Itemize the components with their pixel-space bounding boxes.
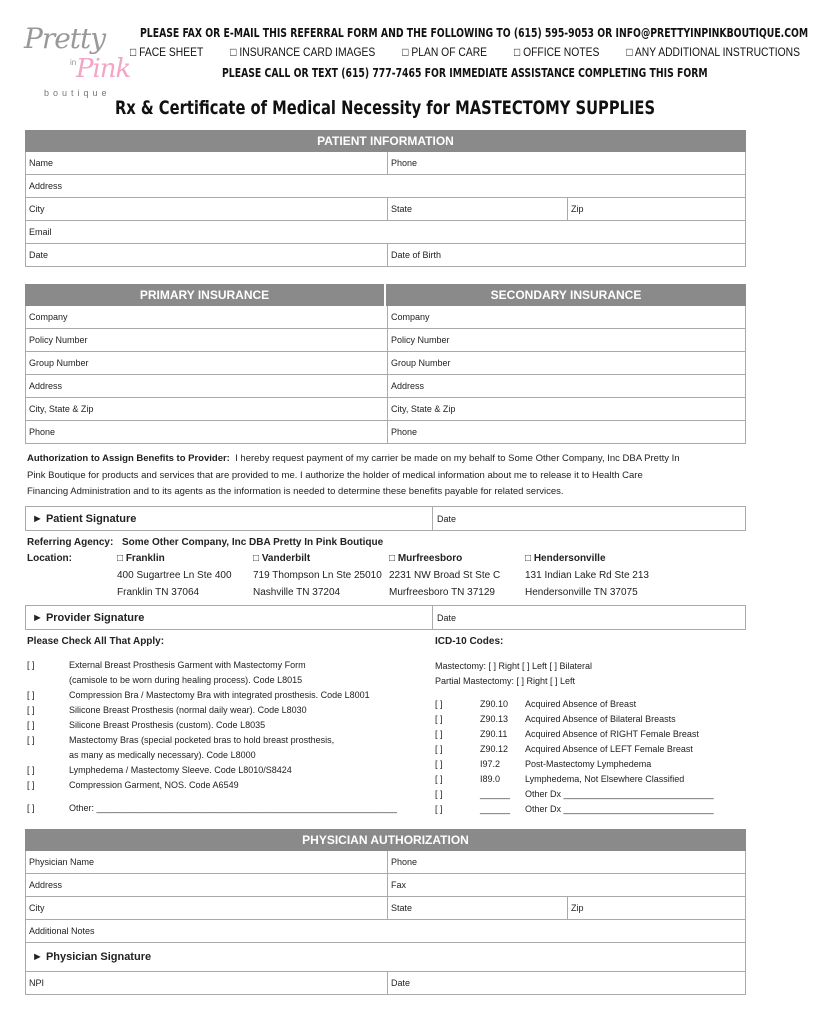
icd-code[interactable]: ______	[480, 789, 511, 799]
supply-item: Silicone Breast Prosthesis (normal daily wear). Code L8030	[69, 705, 307, 715]
icd-code: Z90.13	[480, 714, 509, 724]
location-hendersonville[interactable]	[525, 550, 649, 601]
location-murfreesboro-name[interactable]: □ Murfreesboro	[389, 553, 463, 564]
patient-city-field[interactable]: City	[29, 204, 45, 214]
logo-in: in	[70, 58, 77, 67]
icd-code: Z90.10	[480, 699, 509, 709]
patient-name-field[interactable]: Name	[29, 158, 54, 168]
physician-city-field[interactable]: City	[29, 903, 45, 913]
patient-date-field[interactable]: Date	[29, 250, 49, 260]
supply-other-checkbox[interactable]: [ ]	[27, 803, 35, 813]
icd-code: I97.2	[480, 759, 501, 769]
patient-signature-label: ► Patient Signature	[32, 513, 137, 525]
call-instructions: PLEASE CALL OR TEXT (615) 777-7465 FOR IMMEDIATE ASSISTANCE COMPLETING THIS FORM	[222, 66, 708, 80]
icd-description: Lymphedema, Not Elsewhere Classified	[525, 774, 685, 784]
secondary-address-field[interactable]: Address	[387, 375, 747, 398]
referring-agency-label: Referring Agency:	[27, 537, 114, 548]
location-hendersonville-street: 131 Indian Lake Rd Ste 213	[525, 570, 649, 581]
supply-other-row[interactable]	[27, 801, 397, 816]
icd-partial-mastectomy-options[interactable]: Partial Mastectomy: [ ] Right [ ] Left	[435, 676, 576, 686]
secondary-city-state-zip-field[interactable]: City, State & Zip	[387, 398, 747, 421]
authorization-text	[27, 451, 747, 501]
supply-checkbox[interactable]: [ ]	[27, 690, 35, 700]
supply-item: as many as medically necessary). Code L8000	[69, 750, 256, 760]
pretty-in-pink-logo	[18, 18, 133, 98]
icd-code: Z90.12	[480, 744, 509, 754]
location-vanderbilt-name[interactable]: □ Vanderbilt	[253, 553, 311, 564]
location-franklin-street: 400 Sugartree Ln Ste 400	[117, 570, 232, 581]
fax-instructions: PLEASE FAX OR E-MAIL THIS REFERRAL FORM AND THE FOLLOWING TO (615) 595-9053 OR INFO@PRETTYINPINKBOUTIQUE.COM	[140, 26, 809, 40]
primary-group-field[interactable]: Group Number	[29, 358, 89, 368]
physician-phone-field[interactable]: Phone	[387, 851, 747, 874]
location-vanderbilt[interactable]	[253, 550, 382, 601]
supply-checkbox[interactable]: [ ]	[27, 720, 35, 730]
icd-description: Acquired Absence of Breast	[525, 699, 637, 709]
physician-auth-heading: PHYSICIAN AUTHORIZATION	[25, 829, 746, 851]
patient-info-table	[25, 152, 746, 267]
patient-state-field[interactable]: State	[387, 198, 567, 221]
secondary-policy-field[interactable]: Policy Number	[387, 329, 747, 352]
primary-address-field[interactable]: Address	[29, 381, 63, 391]
supply-other-field[interactable]: Other: ____________________________________________________________	[69, 803, 397, 813]
icd-heading: ICD-10 Codes:	[435, 636, 504, 647]
patient-signature-date[interactable]: Date	[432, 507, 456, 531]
supply-item: Silicone Breast Prosthesis (custom). Code L8035	[69, 720, 266, 730]
referring-agency-value: Some Other Company, Inc DBA Pretty In Pink Boutique	[122, 537, 384, 548]
primary-policy-field[interactable]: Policy Number	[29, 335, 88, 345]
primary-phone-field[interactable]: Phone	[29, 427, 56, 437]
icd-checkbox[interactable]: [ ]	[435, 744, 443, 754]
supply-item: Mastectomy Bras (special pocketed bras to hold breast prosthesis,	[69, 735, 335, 745]
icd-other-dx-field[interactable]: Other Dx ______________________________	[525, 789, 714, 799]
supply-item: Compression Garment, NOS. Code A6549	[69, 780, 239, 790]
form-title: Rx & Certificate of Medical Necessity for MASTECTOMY SUPPLIES	[114, 97, 656, 119]
checklist-face-sheet[interactable]: □ FACE SHEET	[130, 45, 204, 59]
physician-npi-field[interactable]: NPI	[29, 978, 45, 988]
provider-signature-box[interactable]	[25, 605, 746, 630]
logo-script-pretty: Pretty	[24, 22, 106, 55]
checklist-office-notes[interactable]: □ OFFICE NOTES	[514, 45, 600, 59]
supply-checkbox[interactable]: [ ]	[27, 735, 35, 745]
insurance-table	[25, 306, 746, 444]
checklist-additional-instructions[interactable]: □ ANY ADDITIONAL INSTRUCTIONS	[626, 45, 801, 59]
icd-checkbox[interactable]: [ ]	[435, 699, 443, 709]
physician-table	[25, 851, 746, 995]
primary-insurance-heading: PRIMARY INSURANCE	[25, 284, 384, 306]
icd-checkbox[interactable]: [ ]	[435, 804, 443, 814]
supply-checkbox[interactable]: [ ]	[27, 765, 35, 775]
location-franklin-city: Franklin TN 37064	[117, 587, 200, 598]
icd-description: Acquired Absence of Bilateral Breasts	[525, 714, 676, 724]
supply-item: Lymphedema / Mastectomy Sleeve. Code L8010/S8424	[69, 765, 292, 775]
icd-checkbox[interactable]: [ ]	[435, 729, 443, 739]
primary-company-field[interactable]: Company	[29, 312, 68, 322]
provider-signature-label: ► Provider Signature	[32, 612, 145, 624]
icd-description: Post-Mastectomy Lymphedema	[525, 759, 652, 769]
authorization-line-1: I hereby request payment of my carrier be made on my behalf to Some Other Company, Inc DBA Pretty In	[235, 453, 680, 464]
icd-description: Acquired Absence of LEFT Female Breast	[525, 744, 693, 754]
physician-notes-field[interactable]: Additional Notes	[29, 926, 95, 936]
physician-state-field[interactable]: State	[387, 897, 567, 920]
patient-signature-box[interactable]	[25, 506, 746, 531]
location-label: Location:	[27, 553, 72, 564]
icd-code: Z90.11	[480, 729, 508, 739]
patient-dob-field[interactable]: Date of Birth	[387, 244, 747, 267]
checklist-plan-of-care[interactable]: □ PLAN OF CARE	[402, 45, 488, 59]
icd-code: I89.0	[480, 774, 501, 784]
authorization-line-3: Financing Administration and to its agents as the information is needed to determine these benefits payable for related services.	[27, 486, 564, 497]
icd-description: Acquired Absence of RIGHT Female Breast	[525, 729, 699, 739]
location-vanderbilt-city: Nashville TN 37204	[253, 587, 341, 598]
patient-address-field[interactable]: Address	[29, 181, 63, 191]
secondary-group-field[interactable]: Group Number	[387, 352, 747, 375]
supply-item: External Breast Prosthesis Garment with Mastectomy Form	[69, 660, 306, 670]
patient-phone-field[interactable]: Phone	[387, 152, 747, 175]
secondary-company-field[interactable]: Company	[387, 306, 747, 329]
icd-mastectomy-options[interactable]: Mastectomy: [ ] Right [ ] Left [ ] Bilateral	[435, 661, 593, 671]
supply-checkbox[interactable]: [ ]	[27, 780, 35, 790]
physician-name-field[interactable]: Physician Name	[29, 857, 95, 867]
supply-checkbox[interactable]: [ ]	[27, 660, 35, 670]
icd-checkbox[interactable]: [ ]	[435, 774, 443, 784]
secondary-phone-field[interactable]: Phone	[387, 421, 747, 444]
icd-checkbox[interactable]: [ ]	[435, 759, 443, 769]
supply-item: (camisole to be worn during healing process). Code L8015	[69, 675, 303, 685]
physician-date-field[interactable]: Date	[387, 972, 747, 995]
logo-boutique: boutique	[44, 88, 111, 98]
icd-other-dx-field[interactable]: Other Dx ______________________________	[525, 804, 714, 814]
location-franklin[interactable]	[117, 550, 232, 601]
patient-zip-field[interactable]: Zip	[567, 198, 747, 221]
physician-address-field[interactable]: Address	[29, 880, 63, 890]
secondary-insurance-heading: SECONDARY INSURANCE	[386, 284, 746, 306]
location-murfreesboro[interactable]	[389, 550, 500, 601]
location-franklin-name[interactable]: □ Franklin	[117, 553, 165, 564]
patient-email-field[interactable]: Email	[29, 227, 52, 237]
physician-fax-field[interactable]: Fax	[387, 874, 747, 897]
location-murfreesboro-city: Murfreesboro TN 37129	[389, 587, 495, 598]
location-vanderbilt-street: 719 Thompson Ln Ste 25010	[253, 570, 382, 581]
location-murfreesboro-street: 2231 NW Broad St Ste C	[389, 570, 501, 581]
authorization-label: Authorization to Assign Benefits to Provider:	[27, 453, 230, 464]
physician-zip-field[interactable]: Zip	[567, 897, 747, 920]
icd-code[interactable]: ______	[480, 804, 511, 814]
supply-checkbox[interactable]: [ ]	[27, 705, 35, 715]
authorization-line-2: Pink Boutique for products and services that are provided to me. I authorize the holder of medical information about me to release it to Health Care	[27, 469, 643, 481]
physician-signature-field[interactable]: ► Physician Signature	[32, 951, 152, 963]
logo-script-pink: Pink	[76, 54, 131, 84]
icd-checkbox[interactable]: [ ]	[435, 789, 443, 799]
provider-signature-date[interactable]: Date	[432, 606, 456, 630]
location-hendersonville-name[interactable]: □ Hendersonville	[525, 553, 606, 564]
icd-code-list	[435, 697, 714, 817]
supplies-list	[27, 658, 370, 793]
attachment-checklist	[130, 45, 824, 59]
primary-city-state-zip-field[interactable]: City, State & Zip	[29, 404, 94, 414]
patient-info-heading: PATIENT INFORMATION	[25, 130, 746, 152]
supplies-heading: Please Check All That Apply:	[27, 636, 165, 647]
supply-item: Compression Bra / Mastectomy Bra with integrated prosthesis. Code L8001	[69, 690, 370, 700]
location-hendersonville-city: Hendersonville TN 37075	[525, 587, 638, 598]
checklist-insurance-cards[interactable]: □ INSURANCE CARD IMAGES	[230, 45, 376, 59]
icd-checkbox[interactable]: [ ]	[435, 714, 443, 724]
